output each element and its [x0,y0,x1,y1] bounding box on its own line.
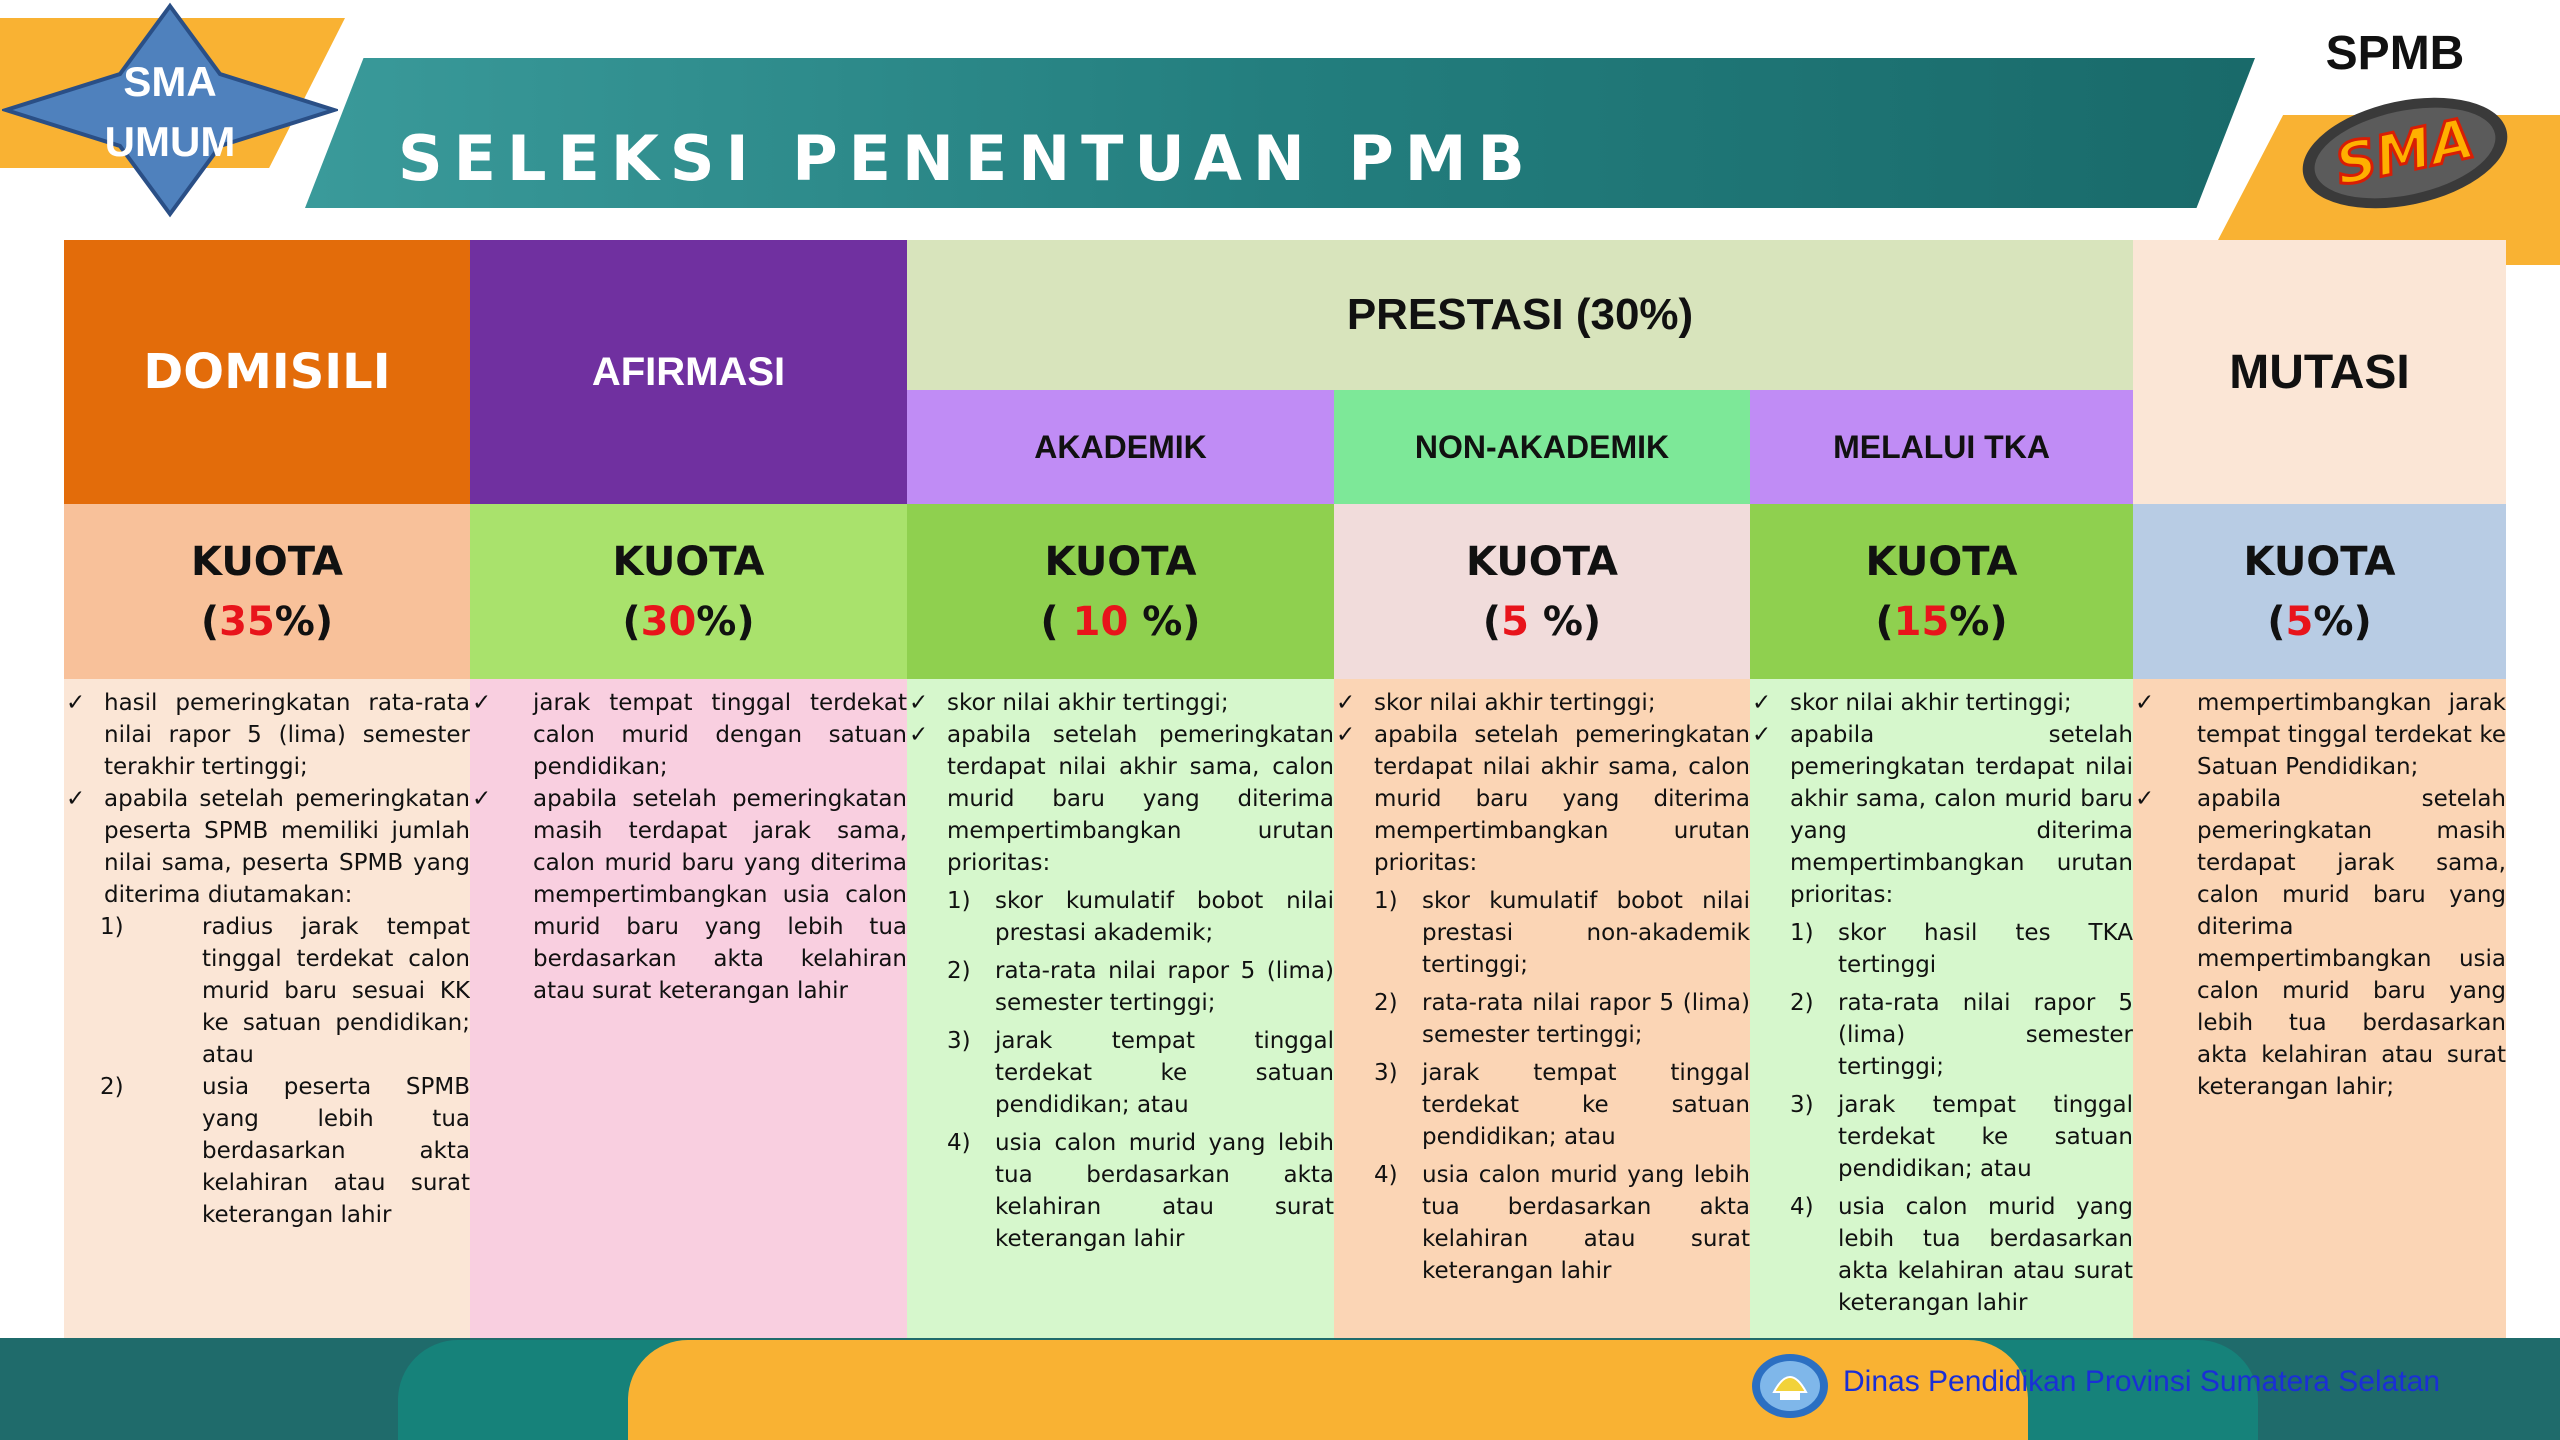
header-tka [1750,390,2133,504]
priority-number: 1) [100,914,124,940]
kuota-label: KUOTA [1466,538,1618,585]
criteria-text: apabila setelah pemeringkatan peserta SPMB memiliki jumlah nilai sama, peserta SPMB yang diterima diutamakan: [104,786,470,908]
priority-text: rata-rata nilai rapor 5 (lima) semester tertinggi; [995,958,1334,1016]
spmb-label: SPMB [2325,27,2465,80]
criteria-item [907,719,1334,879]
priority-item [947,1025,1334,1121]
header-prestasi [907,240,2133,390]
check-icon: ✓ [2135,786,2155,812]
kuota-value: 15 [1893,598,1950,645]
priority-number: 4) [1790,1194,1814,1220]
priority-text: usia peserta SPMB yang lebih tua berdasarkan akta kelahiran atau surat keterangan lahir [202,1074,470,1228]
criteria-text: apabila setelah pemeringkatan masih terdapat jarak sama, calon murid baru yang diterima mempertimbangkan usia calon murid baru yang lebih tua berdasarkan akta kelahiran atau surat keterangan lahir; [2197,786,2506,1100]
kuota-value: 5 [2285,598,2314,645]
kuota-percent: (5%) [2267,598,2372,645]
criteria-text: apabila setelah pemeringkatan terdapat nilai akhir sama, calon murid baru yang diterima mempertimbangkan urutan prioritas: [947,722,1334,876]
kuota-percent: (35%) [200,598,334,645]
header-prestasi-label: PRESTASI (30%) [1346,290,1694,339]
check-icon: ✓ [909,722,929,748]
criteria-text: apabila setelah pemeringkatan terdapat nilai akhir sama, calon murid baru yang diterima mempertimbangkan urutan prioritas: [1374,722,1750,876]
criteria-text: apabila setelah pemeringkatan masih terdapat jarak sama, calon murid baru yang diterima mempertimbangkan usia calon murid baru yang lebih tua berdasarkan akta kelahiran atau surat keterangan lahir [533,786,907,1004]
priority-number: 1) [1790,920,1814,946]
criteria-text: skor nilai akhir tertinggi; [1790,690,2072,716]
kuota-tka [1750,504,2133,679]
kuota-label: KUOTA [191,538,343,585]
check-icon: ✓ [472,690,492,716]
criteria-item [2133,783,2506,1103]
kuota-label: KUOTA [2243,538,2396,585]
priority-number: 1) [1374,888,1398,914]
criteria-item [2133,687,2506,783]
criteria-item [907,687,1334,719]
kuota-value: 10 [1072,598,1129,645]
priority-item [1374,987,1750,1051]
check-icon: ✓ [66,786,86,812]
kuota-domisili [64,504,470,679]
header-akademik [907,390,1334,504]
priority-item [1790,1089,2133,1185]
check-icon: ✓ [1752,722,1772,748]
kuota-value: 35 [219,598,275,645]
header-domisili [64,240,470,504]
priority-text: usia calon murid yang lebih tua berdasarkan akta kelahiran atau surat keterangan lahir [995,1130,1334,1252]
priority-number: 2) [1790,990,1814,1016]
priority-number: 2) [1374,990,1398,1016]
priority-text: rata-rata nilai rapor 5 (lima) semester tertinggi; [1838,990,2133,1080]
priority-item [947,955,1334,1019]
criteria-text: hasil pemeringkatan rata-rata nilai rapor 5 (lima) semester terakhir tertinggi; [104,690,470,780]
kuota-percent: (30%) [622,598,755,645]
priority-text: jarak tempat tinggal terdekat ke satuan pendidikan; atau [995,1028,1334,1118]
kuota-non-akademik [1334,504,1750,679]
kuota-percent: (15%) [1875,598,2008,645]
criteria-item [64,783,470,911]
check-icon: ✓ [1336,722,1356,748]
priority-text: radius jarak tempat tinggal terdekat calon murid baru sesuai KK ke satuan pendidikan; atau [202,914,470,1068]
criteria-non-akademik [1334,679,1750,1340]
priority-item [100,911,470,1071]
criteria-afirmasi [470,679,907,1340]
criteria-mutasi [2133,679,2506,1340]
priority-number: 2) [947,958,971,984]
sma-logo-text: SMA [2329,106,2480,199]
priority-text: usia calon murid yang lebih tua berdasarkan akta kelahiran atau surat keterangan lahir [1838,1194,2133,1316]
priority-text: rata-rata nilai rapor 5 (lima) semester tertinggi; [1422,990,1750,1048]
priority-text: jarak tempat tinggal terdekat ke satuan pendidikan; atau [1422,1060,1750,1150]
page-title: SELEKSI PENENTUAN PMB [398,122,1536,195]
priority-item [1790,1191,2133,1319]
criteria-item [1334,687,1750,719]
priority-item [1374,1159,1750,1287]
header-tka-label: MELALUI TKA [1833,428,2050,465]
priority-number: 4) [1374,1162,1398,1188]
header-mutasi-label: MUTASI [2229,345,2410,399]
check-icon: ✓ [909,690,929,716]
ministry-emblem-icon [1750,1352,1830,1420]
priority-number: 2) [100,1074,124,1100]
kuota-value: 30 [640,598,697,645]
priority-item [100,1071,470,1231]
criteria-item [1750,719,2133,911]
badge-line-1: SMA [123,58,217,105]
check-icon: ✓ [2135,690,2155,716]
criteria-item [1334,719,1750,879]
criteria-text: mempertimbangkan jarak tempat tinggal terdekat ke Satuan Pendidikan; [2197,690,2506,780]
priority-text: skor kumulatif bobot nilai prestasi akademik; [995,888,1334,946]
header-afirmasi [470,240,907,504]
priority-text: skor kumulatif bobot nilai prestasi non-akademik tertinggi; [1422,888,1750,978]
priority-text: jarak tempat tinggal terdekat ke satuan pendidikan; atau [1838,1092,2133,1182]
criteria-domisili [64,679,470,1340]
header-mutasi [2133,240,2506,504]
kuota-value: 5 [1501,598,1529,645]
sma-logo-icon [2295,85,2515,215]
priority-item [1374,1057,1750,1153]
kuota-label: KUOTA [612,538,765,585]
priority-number: 3) [947,1028,971,1054]
priority-item [947,1127,1334,1255]
check-icon: ✓ [66,690,86,716]
criteria-item [64,687,470,783]
priority-number: 4) [947,1130,971,1156]
check-icon: ✓ [1752,690,1772,716]
header-non-akademik-label: NON-AKADEMIK [1414,428,1670,465]
check-icon: ✓ [1336,690,1356,716]
check-icon: ✓ [472,786,492,812]
criteria-akademik [907,679,1334,1340]
criteria-text: skor nilai akhir tertinggi; [947,690,1229,716]
kuota-label: KUOTA [1044,538,1197,585]
header-akademik-label: AKADEMIK [1034,428,1207,465]
priority-item [1790,917,2133,981]
kuota-label: KUOTA [1865,538,2018,585]
priority-item [947,885,1334,949]
footer-agency-name: Dinas Pendidikan Provinsi Sumatera Selatan [1843,1365,2440,1398]
criteria-item [470,783,907,1007]
badge-line-2: UMUM [104,118,236,165]
criteria-text: apabila setelah pemeringkatan terdapat nilai akhir sama, calon murid baru yang diterima mempertimbangkan urutan prioritas: [1790,722,2133,908]
kuota-percent: (5 %) [1482,598,1602,645]
criteria-text: skor nilai akhir tertinggi; [1374,690,1656,716]
priority-text: skor hasil tes TKA tertinggi [1838,920,2133,978]
header-domisili-label: DOMISILI [143,344,391,400]
kuota-percent: ( 10 %) [1040,598,1201,645]
criteria-tka [1750,679,2133,1340]
header-non-akademik [1334,390,1750,504]
criteria-item [470,687,907,783]
priority-number: 3) [1790,1092,1814,1118]
criteria-text: jarak tempat tinggal terdekat calon murid dengan satuan pendidikan; [533,690,907,780]
priority-number: 1) [947,888,971,914]
header-afirmasi-label: AFIRMASI [591,349,786,394]
priority-text: usia calon murid yang lebih tua berdasarkan akta kelahiran atau surat keterangan lahir [1422,1162,1750,1284]
kuota-afirmasi [470,504,907,679]
kuota-mutasi [2133,504,2506,679]
priority-item [1790,987,2133,1083]
criteria-item [1750,687,2133,719]
priority-number: 3) [1374,1060,1398,1086]
kuota-akademik [907,504,1334,679]
badge-label [50,52,290,172]
priority-item [1374,885,1750,981]
